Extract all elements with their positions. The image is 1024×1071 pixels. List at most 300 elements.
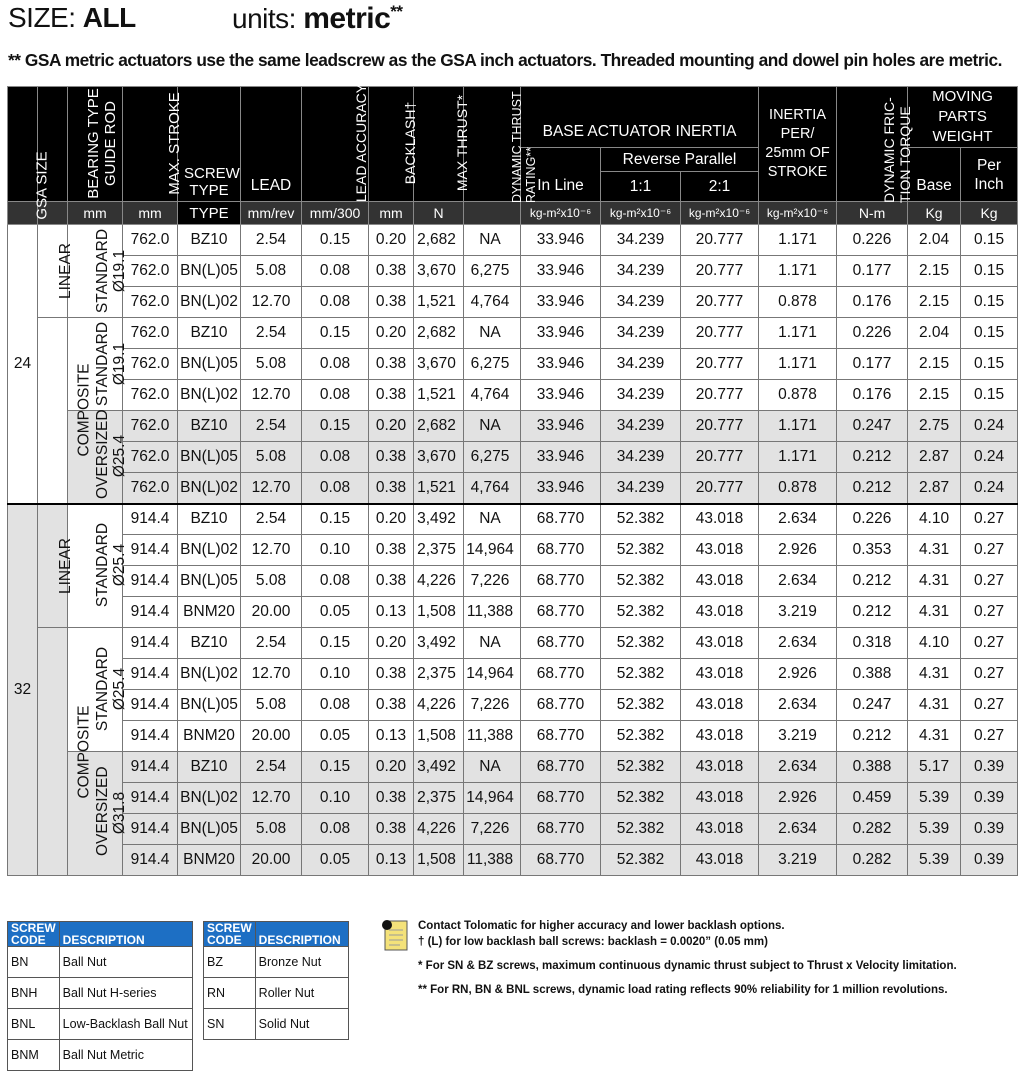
table-cell: 12.70 [241, 473, 302, 504]
col-max-stroke: MAX. STROKE [123, 87, 178, 202]
unit-cell: Kg [908, 202, 961, 225]
table-cell: 0.226 [837, 318, 908, 349]
unit-cell [464, 202, 521, 225]
table-cell: 2.926 [759, 783, 837, 814]
table-cell: 0.27 [961, 597, 1018, 628]
table-cell: 52.382 [601, 597, 681, 628]
table-cell: 43.018 [681, 783, 759, 814]
table-cell: 33.946 [521, 380, 601, 411]
table-cell: 2.634 [759, 566, 837, 597]
legend-desc-header: DESCRIPTION [59, 922, 192, 947]
table-cell: 1,508 [414, 845, 464, 876]
legend-code: SN [204, 1009, 256, 1040]
table-cell: 4.10 [908, 628, 961, 659]
table-cell: 0.212 [837, 442, 908, 473]
table-cell: 3,670 [414, 442, 464, 473]
table-cell: 0.10 [302, 535, 369, 566]
table-cell: 5.39 [908, 845, 961, 876]
table-cell: 43.018 [681, 659, 759, 690]
table-cell: 52.382 [601, 628, 681, 659]
table-cell: 0.247 [837, 690, 908, 721]
table-cell: 3,670 [414, 349, 464, 380]
table-cell: 914.4 [123, 783, 178, 814]
table-cell: 1.171 [759, 442, 837, 473]
table-cell: 5.08 [241, 256, 302, 287]
table-cell: 43.018 [681, 814, 759, 845]
table-cell: 20.777 [681, 318, 759, 349]
table-cell: 52.382 [601, 845, 681, 876]
table-cell: 5.08 [241, 566, 302, 597]
table-cell: 6,275 [464, 256, 521, 287]
table-row [8, 442, 1018, 473]
table-cell: 762.0 [123, 411, 178, 442]
table-cell: 11,388 [464, 845, 521, 876]
table-cell: 0.05 [302, 721, 369, 752]
table-cell: 43.018 [681, 535, 759, 566]
table-cell: 2.634 [759, 504, 837, 535]
table-cell: NA [464, 318, 521, 349]
table-cell: 914.4 [123, 566, 178, 597]
table-cell: 4.10 [908, 504, 961, 535]
size-title: SIZE: ALL [8, 2, 136, 33]
table-cell: 43.018 [681, 504, 759, 535]
guide-rod-label: STANDARD Ø19.1 [68, 318, 123, 411]
table-cell: 762.0 [123, 256, 178, 287]
col-backlash: BACKLASH† [369, 87, 414, 202]
table-cell: 43.018 [681, 845, 759, 876]
table-cell: 0.878 [759, 287, 837, 318]
table-cell: 0.38 [369, 287, 414, 318]
col-lead-accuracy: LEAD ACCURACY [302, 87, 369, 202]
legend-row [204, 978, 349, 1009]
table-cell: 34.239 [601, 473, 681, 504]
table-cell: 3.219 [759, 845, 837, 876]
table-cell: 52.382 [601, 690, 681, 721]
table-cell: 33.946 [521, 225, 601, 256]
table-cell: 2.634 [759, 752, 837, 783]
table-cell: 0.38 [369, 535, 414, 566]
table-cell: 0.27 [961, 566, 1018, 597]
table-cell: 68.770 [521, 535, 601, 566]
legend-desc: Ball Nut [59, 947, 192, 978]
legend-row [8, 978, 193, 1009]
table-cell: 2.87 [908, 473, 961, 504]
legend-desc: Ball Nut Metric [59, 1040, 192, 1071]
table-cell: 14,964 [464, 783, 521, 814]
table-cell: 2.926 [759, 535, 837, 566]
table-cell: 4,764 [464, 380, 521, 411]
table-cell: 12.70 [241, 535, 302, 566]
table-cell: 52.382 [601, 721, 681, 752]
table-cell: BN(L)05 [178, 442, 241, 473]
spec-table [7, 83, 1018, 876]
table-cell: 914.4 [123, 721, 178, 752]
screw-code-legend-1 [7, 921, 193, 1071]
bearing-linear: LINEAR [38, 504, 68, 628]
guide-rod-label: STANDARD Ø25.4 [68, 628, 123, 752]
table-cell: 0.38 [369, 380, 414, 411]
table-cell: 0.08 [302, 690, 369, 721]
table-cell: 1.171 [759, 411, 837, 442]
bearing-composite: COMPOSITE [38, 318, 68, 504]
bearing-composite: COMPOSITE [38, 628, 68, 876]
table-cell: 0.15 [961, 256, 1018, 287]
table-cell: 68.770 [521, 566, 601, 597]
table-cell: BZ10 [178, 318, 241, 349]
table-cell: 0.212 [837, 597, 908, 628]
table-cell: 4.31 [908, 535, 961, 566]
table-cell: 0.878 [759, 473, 837, 504]
table-row [8, 535, 1018, 566]
table-row [8, 814, 1018, 845]
col-friction-torque: DYNAMIC FRIC-TION TORQUE [837, 87, 908, 202]
table-cell: 43.018 [681, 690, 759, 721]
table-cell: 43.018 [681, 566, 759, 597]
table-cell: 762.0 [123, 380, 178, 411]
table-cell: 4.31 [908, 659, 961, 690]
table-cell: 0.15 [961, 287, 1018, 318]
col-inertia-per: INERTIA PER/ 25mm OF STROKE [759, 87, 837, 202]
table-cell: BN(L)05 [178, 814, 241, 845]
table-cell: BZ10 [178, 752, 241, 783]
table-cell: 914.4 [123, 845, 178, 876]
table-cell: 5.17 [908, 752, 961, 783]
table-cell: BN(L)05 [178, 690, 241, 721]
unit-cell: kg-m²x10⁻⁶ [601, 202, 681, 225]
legend-row [204, 947, 349, 978]
table-cell: 0.15 [302, 628, 369, 659]
table-cell: 0.15 [961, 318, 1018, 349]
legend-row [8, 1040, 193, 1071]
table-cell: 0.27 [961, 535, 1018, 566]
table-cell: 0.212 [837, 473, 908, 504]
col-reverse-parallel: Reverse Parallel [601, 148, 759, 172]
legend-code: BN [8, 947, 60, 978]
legend-desc: Bronze Nut [255, 947, 348, 978]
table-cell: 7,226 [464, 814, 521, 845]
legend-row [8, 947, 193, 978]
guide-rod-label: STANDARD Ø19.1 [68, 225, 123, 318]
table-cell: 0.13 [369, 721, 414, 752]
note-pin-icon [380, 918, 410, 952]
table-cell: 0.27 [961, 628, 1018, 659]
table-cell: BN(L)05 [178, 566, 241, 597]
units-row [8, 202, 1018, 225]
table-row [8, 318, 1018, 349]
legend-code-header: SCREW CODE [204, 922, 256, 947]
table-cell: 5.08 [241, 690, 302, 721]
table-cell: 2.15 [908, 287, 961, 318]
table-cell: BN(L)02 [178, 783, 241, 814]
table-row [8, 597, 1018, 628]
table-cell: 4,226 [414, 690, 464, 721]
table-cell: 914.4 [123, 690, 178, 721]
table-row [8, 473, 1018, 504]
table-cell: 0.353 [837, 535, 908, 566]
table-cell: 0.38 [369, 783, 414, 814]
screw-code-legend-2 [203, 921, 349, 1040]
table-cell: 0.177 [837, 349, 908, 380]
table-cell: 0.10 [302, 659, 369, 690]
unit-guide-rod: mm [68, 202, 123, 225]
table-cell: 0.24 [961, 473, 1018, 504]
table-row [8, 628, 1018, 659]
table-cell: 0.08 [302, 566, 369, 597]
bearing-linear: LINEAR [38, 225, 68, 318]
table-cell: 52.382 [601, 504, 681, 535]
note-star: * For SN & BZ screws, maximum continuous dynamic thrust subject to Thrust x Velocity limitation. [418, 960, 957, 972]
table-cell: 0.20 [369, 752, 414, 783]
legend-code: BNH [8, 978, 60, 1009]
table-cell: 0.38 [369, 659, 414, 690]
col-in-line: In Line [521, 148, 601, 202]
table-cell: 0.38 [369, 690, 414, 721]
table-cell: 68.770 [521, 721, 601, 752]
table-cell: 0.15 [302, 318, 369, 349]
table-cell: 0.15 [961, 349, 1018, 380]
table-cell: 43.018 [681, 597, 759, 628]
table-cell: BZ10 [178, 504, 241, 535]
unit-cell: kg-m²x10⁻⁶ [681, 202, 759, 225]
table-cell: 0.10 [302, 783, 369, 814]
table-cell: 0.24 [961, 411, 1018, 442]
table-cell: 12.70 [241, 659, 302, 690]
table-cell: 34.239 [601, 442, 681, 473]
table-cell: 33.946 [521, 318, 601, 349]
table-cell: 11,388 [464, 721, 521, 752]
table-cell: 4.31 [908, 690, 961, 721]
legend-code: BNL [8, 1009, 60, 1040]
table-cell: 2.15 [908, 380, 961, 411]
table-cell: 0.20 [369, 318, 414, 349]
note-contact: Contact Tolomatic for higher accuracy and lower backlash options. [418, 920, 785, 932]
table-cell: 33.946 [521, 287, 601, 318]
table-cell: 0.15 [302, 411, 369, 442]
table-cell: BZ10 [178, 411, 241, 442]
table-cell: 0.20 [369, 225, 414, 256]
unit-screw-type: TYPE [178, 202, 241, 225]
table-cell: BN(L)02 [178, 659, 241, 690]
table-cell: 762.0 [123, 442, 178, 473]
table-cell: BN(L)02 [178, 287, 241, 318]
table-cell: 914.4 [123, 597, 178, 628]
table-cell: 2.54 [241, 411, 302, 442]
table-cell: 68.770 [521, 752, 601, 783]
table-cell: 2.54 [241, 225, 302, 256]
table-cell: 3,670 [414, 256, 464, 287]
table-row [8, 225, 1018, 256]
table-cell: 12.70 [241, 380, 302, 411]
col-base: Base [908, 148, 961, 202]
table-cell: 0.13 [369, 845, 414, 876]
table-cell: 14,964 [464, 659, 521, 690]
table-cell: 762.0 [123, 318, 178, 349]
gsa-size-24: 24 [8, 225, 38, 504]
units-title: units: metric** [232, 2, 403, 35]
table-cell: 0.08 [302, 256, 369, 287]
table-cell: 33.946 [521, 411, 601, 442]
table-cell: 20.777 [681, 349, 759, 380]
unit-cell: Kg [961, 202, 1018, 225]
table-cell: 0.27 [961, 721, 1018, 752]
table-cell: 1,508 [414, 597, 464, 628]
table-cell: 0.15 [302, 504, 369, 535]
table-cell: 3,492 [414, 628, 464, 659]
table-cell: 5.39 [908, 783, 961, 814]
table-cell: 1.171 [759, 318, 837, 349]
table-cell: 2.15 [908, 256, 961, 287]
table-cell: 914.4 [123, 535, 178, 566]
table-cell: 0.177 [837, 256, 908, 287]
table-row [8, 845, 1018, 876]
table-cell: 0.38 [369, 349, 414, 380]
table-cell: 20.777 [681, 473, 759, 504]
unit-max-stroke: mm [123, 202, 178, 225]
table-cell: 2,375 [414, 783, 464, 814]
table-cell: 4.31 [908, 597, 961, 628]
table-cell: 914.4 [123, 659, 178, 690]
col-ratio-2: 2:1 [681, 172, 759, 202]
table-cell: 1,521 [414, 287, 464, 318]
table-cell: 0.05 [302, 597, 369, 628]
table-cell: 0.27 [961, 659, 1018, 690]
table-cell: 0.08 [302, 287, 369, 318]
col-base-inertia: BASE ACTUATOR INERTIA [521, 87, 759, 148]
table-cell: 0.38 [369, 814, 414, 845]
table-cell: 6,275 [464, 442, 521, 473]
table-cell: NA [464, 225, 521, 256]
table-cell: 12.70 [241, 783, 302, 814]
table-cell: 4,226 [414, 814, 464, 845]
table-cell: 4.31 [908, 721, 961, 752]
col-gsa-size: GSA SIZE [8, 87, 38, 202]
table-cell: BZ10 [178, 628, 241, 659]
col-guide-rod: GUIDE ROD [68, 87, 123, 202]
table-cell: 2.54 [241, 504, 302, 535]
table-cell: 34.239 [601, 318, 681, 349]
table-cell: 4,764 [464, 287, 521, 318]
table-cell: 2.15 [908, 349, 961, 380]
table-cell: 914.4 [123, 504, 178, 535]
table-cell: 68.770 [521, 628, 601, 659]
table-cell: 0.176 [837, 380, 908, 411]
table-cell: 2.54 [241, 628, 302, 659]
table-cell: BN(L)05 [178, 349, 241, 380]
table-cell: 6,275 [464, 349, 521, 380]
table-row [8, 690, 1018, 721]
table-cell: 7,226 [464, 690, 521, 721]
legend-code: BZ [204, 947, 256, 978]
table-cell: 3.219 [759, 597, 837, 628]
table-cell: 20.00 [241, 845, 302, 876]
table-cell: BNM20 [178, 721, 241, 752]
table-cell: 1.171 [759, 225, 837, 256]
table-row [8, 349, 1018, 380]
col-screw-type: SCREW TYPE [178, 87, 241, 202]
table-cell: 0.20 [369, 411, 414, 442]
table-cell: 5.39 [908, 814, 961, 845]
table-row [8, 256, 1018, 287]
guide-rod-label: OVERSIZED Ø31.8 [68, 752, 123, 876]
table-cell: 2.54 [241, 318, 302, 349]
table-cell: 0.226 [837, 504, 908, 535]
table-cell: 0.318 [837, 628, 908, 659]
legend-code: RN [204, 978, 256, 1009]
table-row [8, 287, 1018, 318]
unit-cell: N [414, 202, 464, 225]
table-cell: 762.0 [123, 349, 178, 380]
legend-code-header: SCREW CODE [8, 922, 60, 947]
table-cell: 2,682 [414, 411, 464, 442]
table-cell: 2.04 [908, 225, 961, 256]
metric-note: ** GSA metric actuators use the same leadscrew as the GSA inch actuators. Threaded mounting and dowel pin holes are metric. [8, 50, 1002, 70]
table-cell: 68.770 [521, 659, 601, 690]
table-cell: 2.634 [759, 690, 837, 721]
table-cell: 68.770 [521, 504, 601, 535]
table-cell: NA [464, 628, 521, 659]
unit-cell: kg-m²x10⁻⁶ [759, 202, 837, 225]
unit-cell: kg-m²x10⁻⁶ [521, 202, 601, 225]
table-cell: 52.382 [601, 814, 681, 845]
table-cell: 914.4 [123, 814, 178, 845]
note-dagger: † (L) for low backlash ball screws: backlash = 0.0020” (0.05 mm) [418, 936, 768, 948]
table-cell: 0.20 [369, 504, 414, 535]
legend-code: BNM [8, 1040, 60, 1071]
table-cell: 4,226 [414, 566, 464, 597]
guide-rod-label: STANDARD Ø25.4 [68, 504, 123, 628]
table-cell: 52.382 [601, 535, 681, 566]
legend-row [8, 1009, 193, 1040]
table-cell: 68.770 [521, 845, 601, 876]
table-cell: 2.634 [759, 814, 837, 845]
table-cell: 14,964 [464, 535, 521, 566]
table-cell: 1,521 [414, 380, 464, 411]
table-cell: 5.08 [241, 349, 302, 380]
table-cell: 914.4 [123, 628, 178, 659]
table-cell: 2.634 [759, 628, 837, 659]
col-lead: LEAD [241, 87, 302, 202]
table-row [8, 783, 1018, 814]
table-cell: 68.770 [521, 783, 601, 814]
table-cell: 0.39 [961, 845, 1018, 876]
table-cell: 68.770 [521, 597, 601, 628]
table-cell: 0.38 [369, 256, 414, 287]
unit-cell: mm [369, 202, 414, 225]
table-cell: 0.212 [837, 566, 908, 597]
col-ratio-1: 1:1 [601, 172, 681, 202]
table-cell: 43.018 [681, 628, 759, 659]
table-cell: 0.27 [961, 690, 1018, 721]
col-per-inch: Per Inch [961, 148, 1018, 202]
table-cell: 2.87 [908, 442, 961, 473]
table-cell: 20.777 [681, 380, 759, 411]
table-cell: 0.13 [369, 597, 414, 628]
table-cell: 34.239 [601, 225, 681, 256]
table-cell: 0.247 [837, 411, 908, 442]
table-cell: 0.24 [961, 442, 1018, 473]
table-cell: 0.27 [961, 504, 1018, 535]
table-cell: 43.018 [681, 752, 759, 783]
table-cell: 33.946 [521, 349, 601, 380]
table-cell: 20.777 [681, 287, 759, 318]
table-cell: 4,764 [464, 473, 521, 504]
table-cell: 0.459 [837, 783, 908, 814]
table-cell: 0.878 [759, 380, 837, 411]
guide-rod-label: OVERSIZED Ø25.4 [68, 411, 123, 504]
table-row [8, 411, 1018, 442]
table-cell: 0.282 [837, 845, 908, 876]
table-cell: 0.05 [302, 845, 369, 876]
